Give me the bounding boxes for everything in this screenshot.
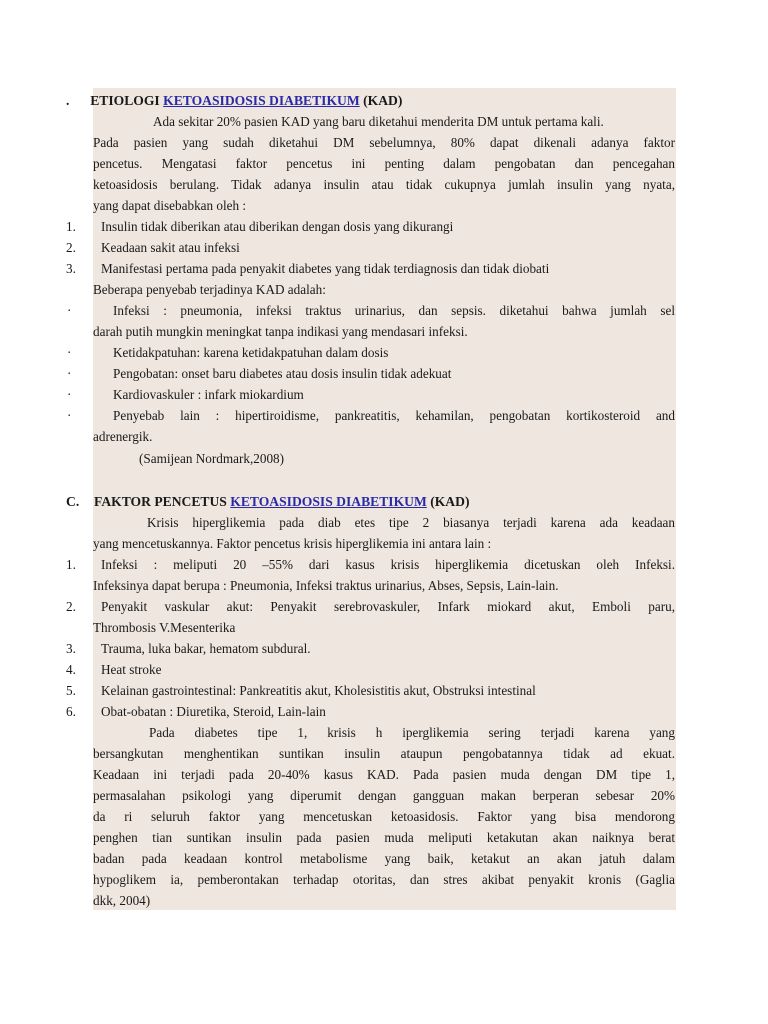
section-c-intro-line: yang mencetuskannya. Faktor pencetus krisis hiperglikemia ini antara lain : xyxy=(93,536,492,551)
bullet-item-continuation: darah putih mungkin meningkat tanpa indikasi yang mendasari infeksi. xyxy=(93,324,468,339)
section-c-title-suffix: (KAD) xyxy=(430,494,470,509)
section-b-title-prefix: ETIOLOGI xyxy=(90,93,160,108)
factor-item: Kelainan gastrointestinal: Pankreatitis akut, Kholesistitis akut, Obstruksi intestinal xyxy=(101,683,536,698)
bullet-item: Penyebab lain : hipertiroidisme, pankreatitis, kehamilan, pengobatan kortikosteroid and xyxy=(113,408,675,423)
causes-intro: Beberapa penyebab terjadinya KAD adalah: xyxy=(93,282,326,297)
factor-marker: 4. xyxy=(66,662,76,677)
cause-marker: 2. xyxy=(66,240,76,255)
bullet-marker: · xyxy=(67,387,72,402)
factor-item: Trauma, luka bakar, hematom subdural. xyxy=(101,641,311,656)
bullet-marker: · xyxy=(67,345,72,360)
section-b-intro-line: Ada sekitar 20% pasien KAD yang baru diketahui menderita DM untuk pertama kali. xyxy=(153,114,604,129)
factor-marker: 3. xyxy=(66,641,76,656)
cause-item: Insulin tidak diberikan atau diberikan dengan dosis yang dikurangi xyxy=(101,219,454,234)
factor-item: Penyakit vaskular akut: Penyakit serebrovaskuler, Infark miokard akut, Emboli paru, xyxy=(101,599,675,614)
factor-item: Infeksi : meliputi 20 –55% dari kasus krisis hiperglikemia dicetuskan oleh Infeksi. xyxy=(101,557,675,572)
closing-line: hypoglikem ia, pemberontakan terhadap otoritas, dan stres akibat penyakit kronis (Gaglia xyxy=(93,872,675,887)
closing-line: Pada diabetes tipe 1, krisis h iperglikemia sering terjadi karena yang xyxy=(149,725,675,740)
factor-marker: 2. xyxy=(66,599,76,614)
section-b-title-link[interactable]: KETOASIDOSIS DIABETIKUM xyxy=(163,93,360,108)
section-c-heading xyxy=(66,492,676,512)
factor-marker: 6. xyxy=(66,704,76,719)
section-b-intro-line: Pada pasien yang sudah diketahui DM sebelumnya, 80% dapat dikenali adanya faktor xyxy=(93,135,675,150)
cause-marker: 3. xyxy=(66,261,76,276)
closing-line: da ri seluruh faktor yang mencetuskan ketoasidosis. Faktor yang bisa mendorong xyxy=(93,809,675,824)
bullet-item: Ketidakpatuhan: karena ketidakpatuhan dalam dosis xyxy=(113,345,389,360)
cause-item: Manifestasi pertama pada penyakit diabetes yang tidak terdiagnosis dan tidak diobati xyxy=(101,261,550,276)
section-b-intro-line: ketoasidosis berulang. Tidak adanya insulin atau tidak cukupnya jumlah insulin yang nyata, xyxy=(93,177,675,192)
factor-marker: 5. xyxy=(66,683,76,698)
factor-marker: 1. xyxy=(66,557,76,572)
bullet-marker: · xyxy=(67,366,72,381)
closing-line: badan pada keadaan kontrol metabolisme yang baik, ketakut an akan jatuh dalam xyxy=(93,851,675,866)
section-c-marker: C. xyxy=(66,494,80,509)
section-c-title-link[interactable]: KETOASIDOSIS DIABETIKUM xyxy=(230,494,427,509)
section-b-marker: . xyxy=(66,93,70,108)
closing-line: Keadaan ini terjadi pada 20-40% kasus KAD. Pada pasien muda dengan DM tipe 1, xyxy=(93,767,675,782)
cause-marker: 1. xyxy=(66,219,76,234)
closing-line: penghen tian suntikan insulin pada pasien muda meliputi ketakutan akan naiknya berat xyxy=(93,830,675,845)
bullet-item: Kardiovaskuler : infark miokardium xyxy=(113,387,304,402)
cause-item: Keadaan sakit atau infeksi xyxy=(101,240,240,255)
section-b-intro-line: yang dapat disebabkan oleh : xyxy=(93,198,247,213)
bullet-item: Infeksi : pneumonia, infeksi traktus urinarius, dan sepsis. diketahui bahwa jumlah sel xyxy=(113,303,675,318)
section-c-title-prefix: FAKTOR PENCETUS xyxy=(94,494,227,509)
section-b-heading xyxy=(66,91,676,111)
factor-item-continuation: Infeksinya dapat berupa : Pneumonia, Infeksi traktus urinarius, Abses, Sepsis, Lain-lain. xyxy=(93,578,559,593)
closing-line: permasalahan psikologi yang diperumit dengan gangguan makan berperan sebesar 20% xyxy=(93,788,675,803)
factor-item-continuation: Thrombosis V.Mesenterika xyxy=(93,620,236,635)
bullet-marker: · xyxy=(67,408,72,423)
bullet-item-continuation: adrenergik. xyxy=(93,429,153,444)
section-c-intro-line: Krisis hiperglikemia pada diab etes tipe 2 biasanya terjadi karena ada keadaan xyxy=(147,515,675,530)
bullet-item: Pengobatan: onset baru diabetes atau dosis insulin tidak adekuat xyxy=(113,366,452,381)
bullet-marker: · xyxy=(67,303,72,318)
factor-item: Heat stroke xyxy=(101,662,162,677)
factor-item: Obat-obatan : Diuretika, Steroid, Lain-lain xyxy=(101,704,326,719)
section-b-intro-line: pencetus. Mengatasi faktor pencetus ini penting dalam pengobatan dan pencegahan xyxy=(93,156,675,171)
closing-line: bersangkutan menghentikan suntikan insulin ataupun pengobatannya tidak ad ekuat. xyxy=(93,746,675,761)
closing-line: dkk, 2004) xyxy=(93,893,151,908)
section-b-title-suffix: (KAD) xyxy=(363,93,403,108)
citation: (Samijean Nordmark,2008) xyxy=(139,451,285,466)
